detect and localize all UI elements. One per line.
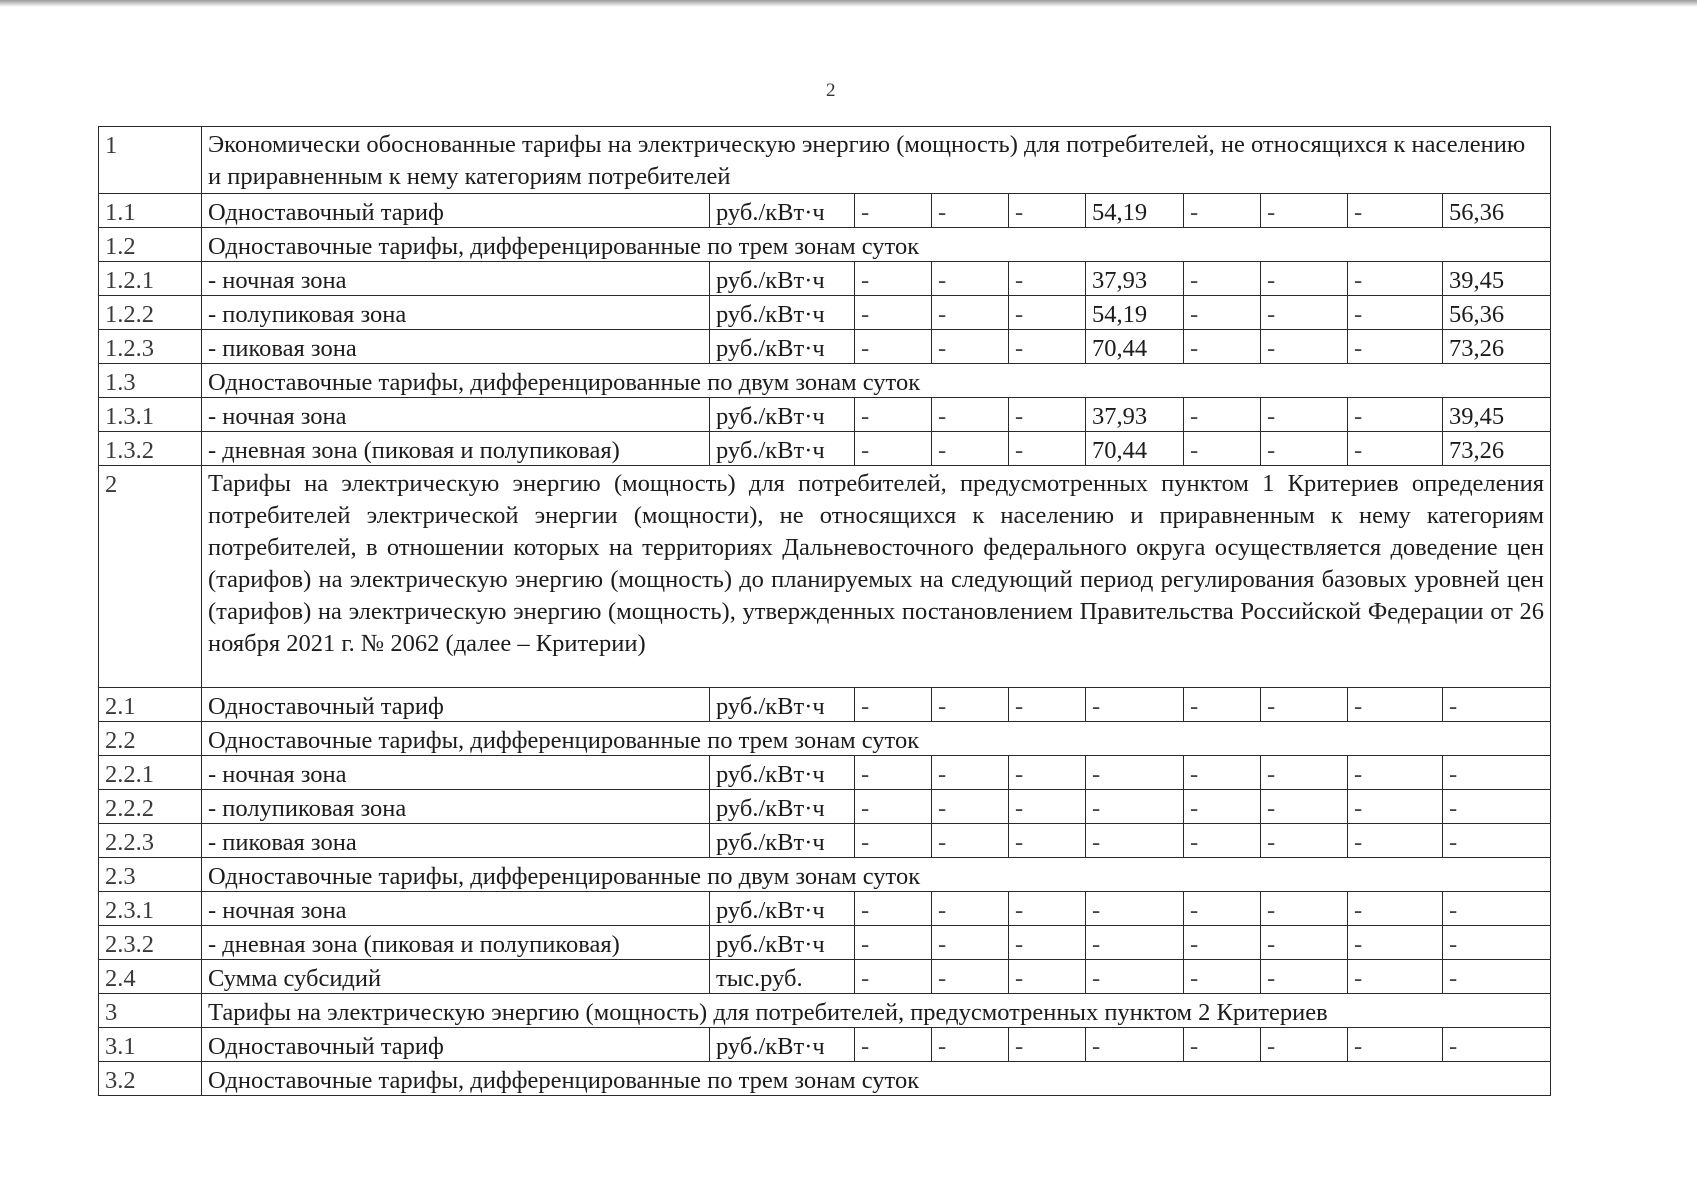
value-cell: -	[1184, 688, 1261, 722]
value-cell: -	[1009, 790, 1086, 824]
value-cell: -	[1009, 892, 1086, 926]
row-number: 1.3.2	[99, 432, 202, 466]
value-cell: -	[1261, 756, 1348, 790]
unit: руб./кВт·ч	[710, 330, 855, 364]
scan-edge	[0, 0, 1697, 7]
value-cell: -	[1009, 330, 1086, 364]
row-number: 1.3.1	[99, 398, 202, 432]
value-cell: 39,45	[1443, 398, 1551, 432]
row-name: - дневная зона (пиковая и полупиковая)	[202, 432, 710, 466]
value-cell: -	[932, 926, 1009, 960]
value-cell: -	[1348, 296, 1443, 330]
row-name: - пиковая зона	[202, 330, 710, 364]
unit: руб./кВт·ч	[710, 790, 855, 824]
value-cell: 70,44	[1086, 432, 1184, 466]
value-cell: -	[1184, 926, 1261, 960]
unit: руб./кВт·ч	[710, 398, 855, 432]
value-cell: -	[1443, 1028, 1551, 1062]
value-cell: -	[932, 790, 1009, 824]
unit: руб./кВт·ч	[710, 1028, 855, 1062]
row-number: 1.1	[99, 194, 202, 228]
table-row	[99, 398, 1551, 432]
value-cell: -	[932, 1028, 1009, 1062]
value-cell: -	[1348, 432, 1443, 466]
row-number: 3.1	[99, 1028, 202, 1062]
section-title: Тарифы на электрическую энергию (мощность) для потребителей, предусмотренных пунктом 1 Критериев определения потребителей электрической энергии (мощности), не относящихся к населению и приравненным к нему категориям потребителей, в отношении которых на территориях Дальневосточного федерального округа осуществляется доведение цен (тарифов) на электрическую энергию (мощность) до планируемых на следующий период регулирования базовых уровней цен (тарифов) на электрическую энергию (мощность), утвержденных постановлением Правительства Российской Федерации от 26 ноября 2021 г. № 2062 (далее – Критерии)	[202, 466, 1551, 688]
table-row	[99, 926, 1551, 960]
table-row	[99, 296, 1551, 330]
value-cell: -	[1009, 824, 1086, 858]
unit: руб./кВт·ч	[710, 824, 855, 858]
value-cell: -	[932, 262, 1009, 296]
value-cell: -	[1086, 960, 1184, 994]
value-cell: -	[932, 756, 1009, 790]
value-cell: 56,36	[1443, 194, 1551, 228]
row-name: - дневная зона (пиковая и полупиковая)	[202, 926, 710, 960]
row-number: 1.2.3	[99, 330, 202, 364]
table-row	[99, 432, 1551, 466]
value-cell: -	[1009, 432, 1086, 466]
section-title: Одноставочные тарифы, дифференцированные по трем зонам суток	[202, 1062, 1551, 1096]
value-cell: -	[1261, 1028, 1348, 1062]
section-row	[99, 722, 1551, 756]
section-row	[99, 127, 1551, 194]
row-number: 3.2	[99, 1062, 202, 1096]
value-cell: 39,45	[1443, 262, 1551, 296]
value-cell: -	[1348, 1028, 1443, 1062]
unit: тыс.руб.	[710, 960, 855, 994]
section-row	[99, 1062, 1551, 1096]
value-cell: 56,36	[1443, 296, 1551, 330]
value-cell: -	[1009, 262, 1086, 296]
tariff-table	[98, 126, 1551, 1096]
value-cell: 37,93	[1086, 262, 1184, 296]
value-cell: -	[1261, 892, 1348, 926]
table-row	[99, 688, 1551, 722]
value-cell: -	[1184, 262, 1261, 296]
value-cell: -	[1348, 756, 1443, 790]
section-title: Одноставочные тарифы, дифференцированные по двум зонам суток	[202, 364, 1551, 398]
value-cell: -	[1261, 960, 1348, 994]
row-number: 1.2	[99, 228, 202, 262]
value-cell: -	[1261, 926, 1348, 960]
value-cell: -	[1348, 892, 1443, 926]
row-name: - полупиковая зона	[202, 296, 710, 330]
row-name: Одноставочный тариф	[202, 1028, 710, 1062]
value-cell: 70,44	[1086, 330, 1184, 364]
unit: руб./кВт·ч	[710, 432, 855, 466]
value-cell: -	[1184, 892, 1261, 926]
value-cell: -	[855, 688, 932, 722]
section-title: Тарифы на электрическую энергию (мощность) для потребителей, предусмотренных пунктом 2 Критериев	[202, 994, 1551, 1028]
value-cell: -	[855, 960, 932, 994]
section-row	[99, 994, 1551, 1028]
section-title: Одноставочные тарифы, дифференцированные по трем зонам суток	[202, 228, 1551, 262]
value-cell: -	[932, 432, 1009, 466]
value-cell: -	[1348, 688, 1443, 722]
row-name: Одноставочный тариф	[202, 194, 710, 228]
table-row	[99, 262, 1551, 296]
value-cell: -	[932, 194, 1009, 228]
value-cell: -	[932, 398, 1009, 432]
value-cell: -	[1009, 960, 1086, 994]
value-cell: -	[855, 330, 932, 364]
table-row	[99, 1028, 1551, 1062]
table-row	[99, 790, 1551, 824]
row-name: - полупиковая зона	[202, 790, 710, 824]
row-name: - пиковая зона	[202, 824, 710, 858]
value-cell: -	[1086, 1028, 1184, 1062]
value-cell: -	[855, 926, 932, 960]
value-cell: -	[1348, 398, 1443, 432]
value-cell: 73,26	[1443, 330, 1551, 364]
value-cell: -	[1348, 960, 1443, 994]
value-cell: -	[855, 790, 932, 824]
unit: руб./кВт·ч	[710, 892, 855, 926]
value-cell: -	[932, 688, 1009, 722]
page-number: 2	[826, 80, 836, 101]
row-number: 2.1	[99, 688, 202, 722]
row-number: 1	[99, 127, 202, 194]
row-number: 2	[99, 466, 202, 688]
row-number: 2.3.2	[99, 926, 202, 960]
unit: руб./кВт·ч	[710, 688, 855, 722]
value-cell: -	[1086, 688, 1184, 722]
value-cell: -	[1009, 296, 1086, 330]
value-cell: -	[1009, 398, 1086, 432]
value-cell: -	[1443, 790, 1551, 824]
value-cell: -	[1261, 688, 1348, 722]
row-number: 2.2.2	[99, 790, 202, 824]
value-cell: -	[1086, 790, 1184, 824]
row-name: Сумма субсидий	[202, 960, 710, 994]
value-cell: -	[932, 960, 1009, 994]
value-cell: -	[1184, 398, 1261, 432]
value-cell: -	[932, 330, 1009, 364]
value-cell: -	[1443, 824, 1551, 858]
value-cell: -	[855, 824, 932, 858]
row-number: 2.3.1	[99, 892, 202, 926]
row-number: 1.2.2	[99, 296, 202, 330]
value-cell: -	[855, 432, 932, 466]
unit: руб./кВт·ч	[710, 296, 855, 330]
unit: руб./кВт·ч	[710, 926, 855, 960]
value-cell: -	[1348, 262, 1443, 296]
row-name: - ночная зона	[202, 398, 710, 432]
value-cell: 37,93	[1086, 398, 1184, 432]
table-row	[99, 892, 1551, 926]
section-row	[99, 364, 1551, 398]
table-row	[99, 960, 1551, 994]
row-name: Одноставочный тариф	[202, 688, 710, 722]
row-number: 1.2.1	[99, 262, 202, 296]
value-cell: -	[855, 756, 932, 790]
unit: руб./кВт·ч	[710, 194, 855, 228]
value-cell: -	[1348, 330, 1443, 364]
row-number: 3	[99, 994, 202, 1028]
table-row	[99, 194, 1551, 228]
section-row	[99, 466, 1551, 688]
value-cell: -	[1184, 296, 1261, 330]
unit: руб./кВт·ч	[710, 756, 855, 790]
value-cell: -	[1261, 296, 1348, 330]
row-number: 2.3	[99, 858, 202, 892]
section-row	[99, 228, 1551, 262]
row-number: 2.2.1	[99, 756, 202, 790]
row-name: - ночная зона	[202, 262, 710, 296]
value-cell: -	[1086, 926, 1184, 960]
table-row	[99, 330, 1551, 364]
value-cell: -	[1086, 824, 1184, 858]
table-row	[99, 824, 1551, 858]
section-row	[99, 858, 1551, 892]
value-cell: -	[1261, 330, 1348, 364]
value-cell: -	[1443, 756, 1551, 790]
section-title: Одноставочные тарифы, дифференцированные по трем зонам суток	[202, 722, 1551, 756]
value-cell: -	[855, 296, 932, 330]
value-cell: -	[1184, 1028, 1261, 1062]
value-cell: -	[1261, 262, 1348, 296]
row-number: 1.3	[99, 364, 202, 398]
value-cell: -	[1009, 1028, 1086, 1062]
value-cell: -	[1184, 824, 1261, 858]
unit: руб./кВт·ч	[710, 262, 855, 296]
row-name: - ночная зона	[202, 892, 710, 926]
value-cell: -	[932, 892, 1009, 926]
value-cell: -	[855, 892, 932, 926]
row-name: - ночная зона	[202, 756, 710, 790]
value-cell: -	[1443, 892, 1551, 926]
section-title: Экономически обоснованные тарифы на электрическую энергию (мощность) для потребителей, не относящихся к населению и приравненным к нему категориям потребителей	[202, 127, 1551, 194]
value-cell: -	[1184, 960, 1261, 994]
value-cell: -	[1009, 194, 1086, 228]
value-cell: -	[1184, 790, 1261, 824]
value-cell: -	[1009, 756, 1086, 790]
value-cell: 54,19	[1086, 194, 1184, 228]
value-cell: -	[1261, 824, 1348, 858]
value-cell: -	[1348, 824, 1443, 858]
table-row	[99, 756, 1551, 790]
value-cell: 54,19	[1086, 296, 1184, 330]
value-cell: -	[1348, 926, 1443, 960]
value-cell: -	[1261, 398, 1348, 432]
value-cell: -	[1184, 194, 1261, 228]
row-number: 2.4	[99, 960, 202, 994]
value-cell: -	[932, 824, 1009, 858]
value-cell: -	[1443, 926, 1551, 960]
value-cell: -	[855, 398, 932, 432]
value-cell: -	[1184, 330, 1261, 364]
value-cell: -	[1086, 756, 1184, 790]
row-number: 2.2	[99, 722, 202, 756]
value-cell: -	[1086, 892, 1184, 926]
value-cell: -	[1184, 756, 1261, 790]
value-cell: 73,26	[1443, 432, 1551, 466]
value-cell: -	[1261, 432, 1348, 466]
value-cell: -	[1009, 688, 1086, 722]
value-cell: -	[1009, 926, 1086, 960]
value-cell: -	[1443, 960, 1551, 994]
value-cell: -	[1261, 790, 1348, 824]
value-cell: -	[1261, 194, 1348, 228]
row-number: 2.2.3	[99, 824, 202, 858]
value-cell: -	[855, 262, 932, 296]
value-cell: -	[932, 296, 1009, 330]
section-title: Одноставочные тарифы, дифференцированные по двум зонам суток	[202, 858, 1551, 892]
value-cell: -	[1443, 688, 1551, 722]
value-cell: -	[1348, 790, 1443, 824]
value-cell: -	[855, 194, 932, 228]
value-cell: -	[1184, 432, 1261, 466]
value-cell: -	[1348, 194, 1443, 228]
value-cell: -	[855, 1028, 932, 1062]
